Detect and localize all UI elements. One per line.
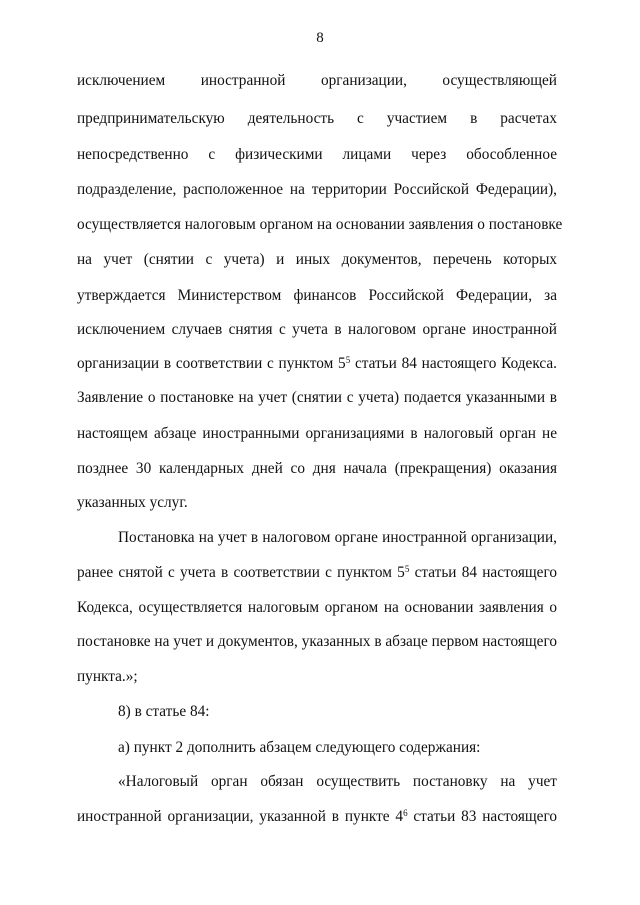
text-line: подразделение, расположенное на территории Российской Федерации), <box>77 181 557 198</box>
text-segment: статьи 84 настоящего Кодекса. <box>350 355 557 372</box>
text-line: настоящем абзаце иностранными организациями в налоговый орган не <box>77 425 557 442</box>
superscript: 5 <box>404 564 410 575</box>
text-line: утверждается Министерством финансов Российской Федерации, за <box>77 287 557 304</box>
text-line-with-superscript <box>77 354 557 374</box>
text-segment: ранее снятой с учета в соответствии с пунктом 5 <box>77 564 405 581</box>
text-line: на учет (снятии с учета) и иных документов, перечень которых <box>77 251 557 268</box>
text-line: позднее 30 календарных дней со дня начала (прекращения) оказания <box>77 460 557 477</box>
text-line: указанных услуг. <box>77 494 188 511</box>
text-line: постановке на учет и документов, указанных в абзаце первом настоящего <box>77 633 557 650</box>
text-segment: организации в соответствии с пунктом 5 <box>77 355 346 372</box>
text-line: Кодекса, осуществляется налоговым органом на основании заявления о <box>77 599 557 616</box>
superscript: 5 <box>345 355 351 366</box>
text-line: исключением иностранной организации, осуществляющей <box>77 72 557 89</box>
text-line: исключением случаев снятия с учета в налоговом органе иностранной <box>77 321 557 338</box>
text-line: Заявление о постановке на учет (снятии с учета) подается указанными в <box>77 389 557 406</box>
text-segment: статьи 83 настоящего <box>407 808 557 825</box>
page-number: 8 <box>316 30 324 46</box>
text-line-with-superscript <box>77 563 557 583</box>
text-line-with-superscript <box>77 807 557 827</box>
paragraph-first-line: Постановка на учет в налоговом органе иностранной организации, <box>118 529 557 546</box>
text-segment: статьи 84 настоящего <box>409 564 557 581</box>
text-line: непосредственно с физическими лицами через обособленное <box>77 146 557 163</box>
text-line: пункта.»; <box>77 668 138 685</box>
text-segment: иностранной организации, указанной в пункте 4 <box>77 808 404 825</box>
paragraph-first-line: «Налоговый орган обязан осуществить постановку на учет <box>118 773 557 790</box>
list-item: 8) в статье 84: <box>118 703 210 720</box>
text-line: осуществляется налоговым органом на основании заявления о постановке <box>77 216 563 233</box>
text-line: предпринимательскую деятельность с участием в расчетах <box>77 110 557 127</box>
superscript: 6 <box>403 808 408 819</box>
list-item: а) пункт 2 дополнить абзацем следующего содержания: <box>118 739 481 756</box>
